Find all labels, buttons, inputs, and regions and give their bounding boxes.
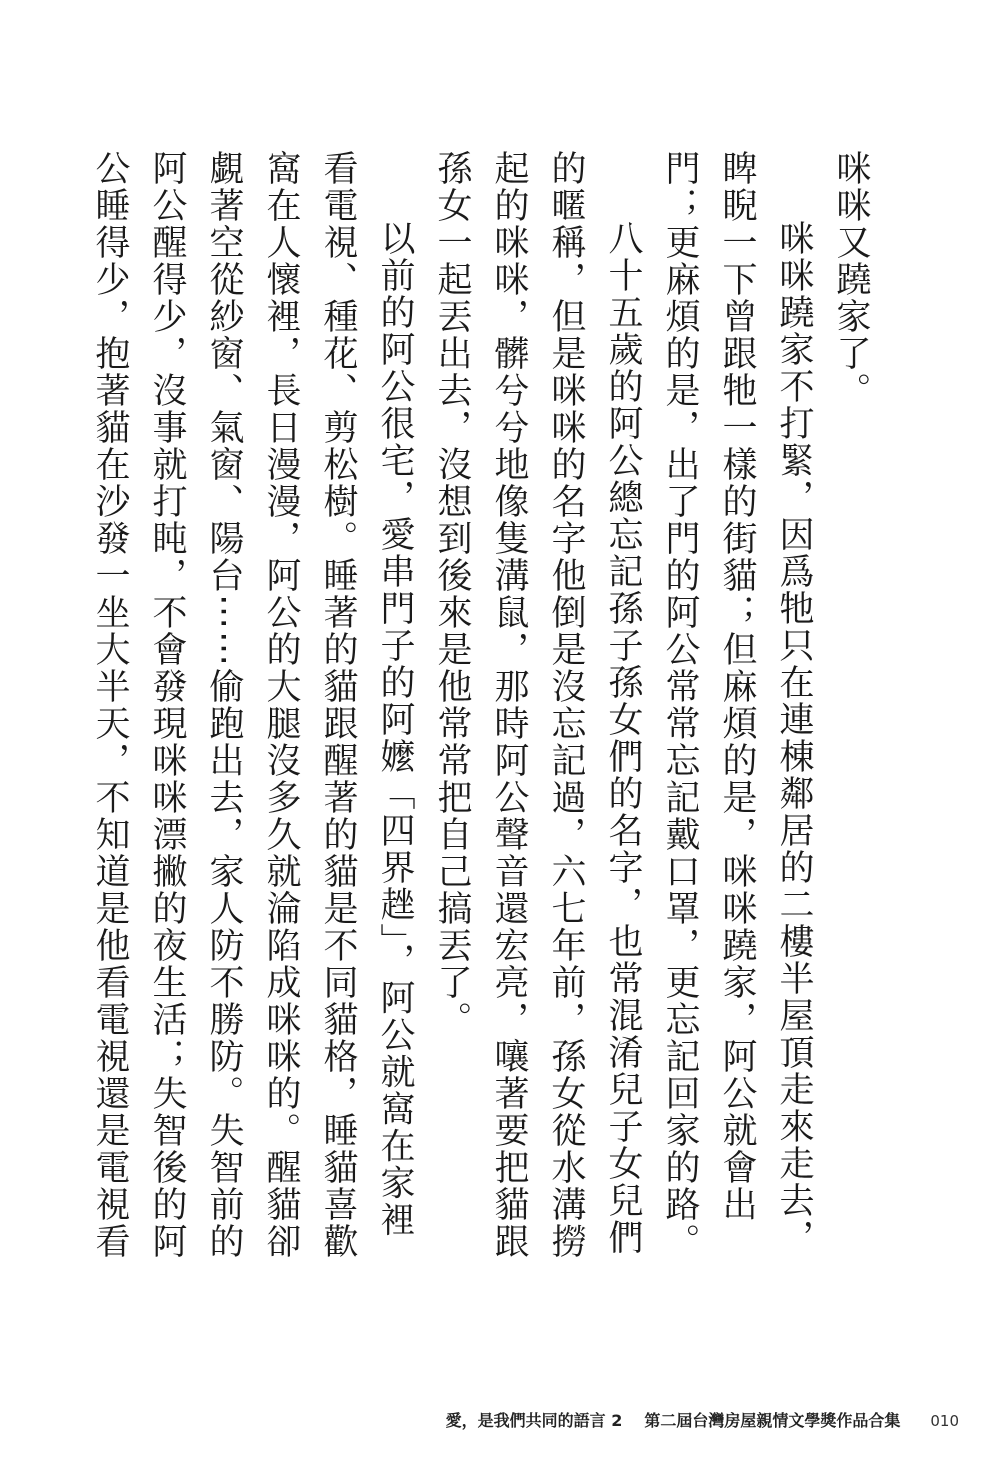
page-footer <box>446 1408 959 1431</box>
footer-book-title: 愛，是我們共同的語言 2 <box>445 1411 623 1430</box>
paragraph-2: 咪咪蹺家不打緊，因爲牠只在連棟鄰居的二樓半屋頂走來走去，睥睨一下曾跟牠一樣的街貓；但麻煩的是，咪咪蹺家，阿公就會出門；更麻煩的是，出了門的阿公常常忘記戴口罩，更忘記回家的路。 <box>660 150 814 1260</box>
vertical-text-body <box>81 150 879 1260</box>
paragraph-3: 八十五歲的阿公總忘記孫子孫女們的名字，也常混淆兒子女兒們的暱稱，但是咪咪的名字他倒是沒忘記過，六七年前，孫女從水溝撈起的咪咪，髒兮兮地像隻溝鼠，那時阿公聲音還宏亮，嚷著要把貓跟孫女一起丟出去，沒想到後來是他常常把自己搞丟了。 <box>432 150 643 1260</box>
paragraph-1: 咪咪又蹺家了。 <box>831 150 871 409</box>
footer-collection-title: 第二屆台灣房屋親情文學獎作品合集 <box>644 1411 901 1430</box>
paragraph-4: 以前的阿公很宅，愛串門子的阿嬤「四界趖」，阿公就窩在家裡看電視、種花、剪松樹。睡著的貓跟醒著的貓是不同貓格，睡貓喜歡窩在人懷裡，長日漫漫，阿公的大腿沒多久就淪陷成咪咪的。醒貓卻覷著空從紗窗、氣窗、陽台⋯⋯偷跑出去，家人防不勝防。失智前的阿公醒得少，沒事就打盹，不會發現咪咪漂撇的夜生活；失智後的阿公睡得少，抱著貓在沙發一坐大半天，不知道是他看電視還是電視看 <box>90 150 415 1260</box>
page-number: 010 <box>930 1412 959 1430</box>
